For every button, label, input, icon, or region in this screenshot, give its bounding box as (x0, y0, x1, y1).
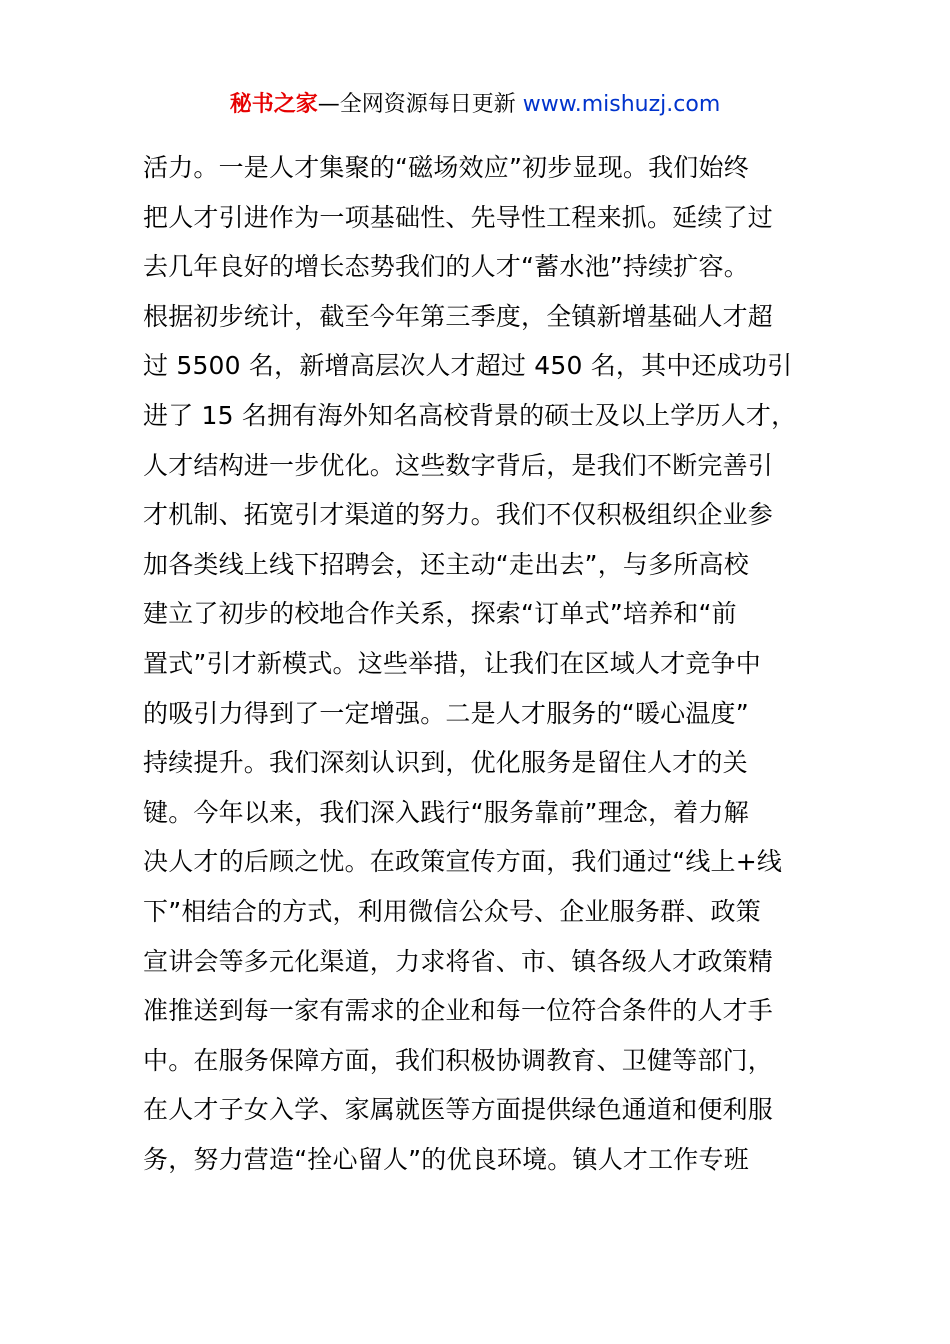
text-line: 活力。一是人才集聚的“磁场效应”初步显现。我们始终 (143, 153, 749, 182)
brand-name: 秘书之家 (229, 92, 318, 117)
text-line: 务，努力营造“拴心留人”的优良环境。镇人才工作专班 (143, 1144, 749, 1174)
text-line: 建立了初步的校地合作关系，探索“订单式”培养和“前 (143, 599, 737, 629)
text-line: 过 5500 名，新增高层次人才超过 450 名，其中还成功引 (143, 351, 793, 381)
text-line: 根据初步统计，截至今年第三季度，全镇新增基础人才超 (143, 301, 774, 331)
text-line: 宣讲会等多元化渠道，力求将省、市、镇各级人才政策精 (143, 946, 774, 976)
text-line: 在人才子女入学、家属就医等方面提供绿色通道和便利服 (143, 1095, 774, 1125)
text-line: 下”相结合的方式，利用微信公众号、企业服务群、政策 (143, 896, 761, 926)
text-line: 准推送到每一家有需求的企业和每一位符合条件的人才手 (143, 996, 774, 1026)
text-line: 中。在服务保障方面，我们积极协调教育、卫健等部门， (143, 1045, 774, 1075)
header-tagline: —全网资源每日更新 (317, 92, 516, 117)
page-header (0, 88, 950, 122)
text-line: 把人才引进作为一项基础性、先导性工程来抓。延续了过 (143, 202, 774, 232)
text-line: 决人才的后顾之忧。在政策宣传方面，我们通过“线上+线 (143, 847, 783, 877)
text-line: 人才结构进一步优化。这些数字背后，是我们不断完善引 (143, 450, 774, 480)
site-url-link[interactable]: www.mishuzj.com (522, 92, 721, 117)
text-line: 去几年良好的增长态势我们的人才“蓄水池”持续扩容。 (143, 252, 749, 282)
text-line: 持续提升。我们深刻认识到，优化服务是留住人才的关 (143, 748, 748, 778)
text-line: 置式”引才新模式。这些举措，让我们在区域人才竞争中 (143, 648, 761, 678)
document-body (143, 143, 823, 1184)
text-line: 才机制、拓宽引才渠道的努力。我们不仅积极组织企业参 (143, 500, 774, 530)
text-line: 加各类线上线下招聘会，还主动“走出去”，与多所高校 (143, 549, 749, 579)
text-line: 的吸引力得到了一定增强。二是人才服务的“暖心温度” (143, 698, 749, 728)
text-line: 进了 15 名拥有海外知名高校背景的硕士及以上学历人才， (143, 400, 797, 430)
text-line: 键。今年以来，我们深入践行“服务靠前”理念，着力解 (143, 797, 749, 827)
